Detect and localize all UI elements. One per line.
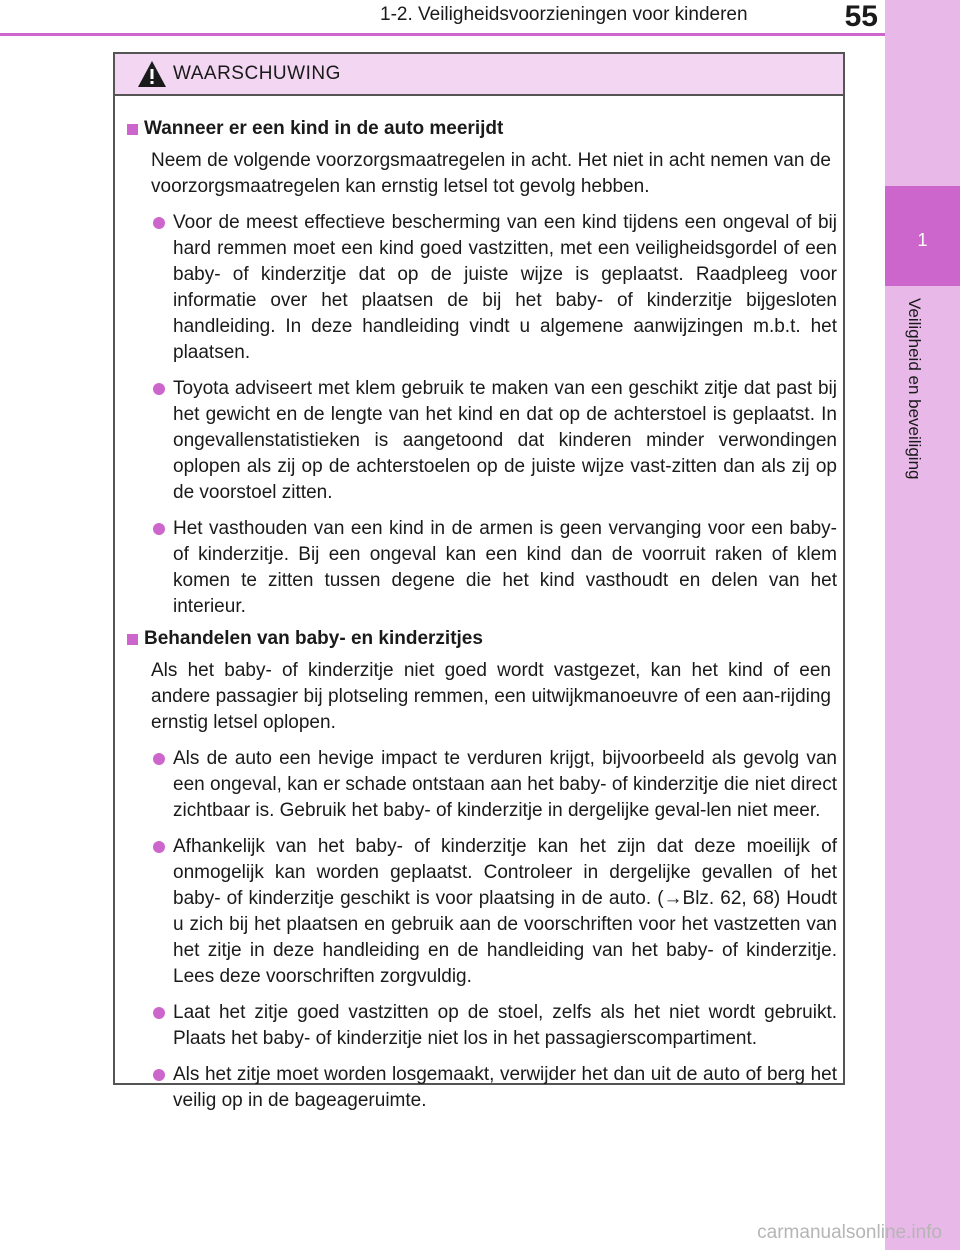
round-bullet-icon <box>153 841 165 853</box>
side-tab-number: 1 <box>917 230 928 250</box>
round-bullet-icon <box>153 1069 165 1081</box>
section-heading-text: Behandelen van baby- en kinderzitjes <box>144 628 483 649</box>
page-number: 55 <box>844 0 878 33</box>
section-child-seats <box>127 626 837 1114</box>
list-item-text: Toyota adviseert met klem gebruik te maken van een geschikt zitje dat past bij het gewicht en de lengte van het kind en dat op de achterstoel is geplaatst. In ongevallenstatistieken is aangetoond dat kinderen minder verwondingen oplopen als zij op de achterstoelen op de juiste wijze vast-zitten dan als zij op de voorstoel zitten. <box>173 378 837 503</box>
warning-header <box>115 54 843 96</box>
warning-triangle-icon <box>137 60 167 88</box>
list-item-text: Als de auto een hevige impact te verduren krijgt, bijvoorbeeld als gevolg van een ongeval, kan er schade ontstaan aan het baby- of kinderzitje die niet direct zichtbaar is. Gebruik het baby- of kinderzitje in dergelijke geval-len niet meer. <box>173 748 837 821</box>
list-item <box>127 746 837 824</box>
chapter-title: 1-2. Veiligheidsvoorzieningen voor kinderen <box>380 4 748 25</box>
list-item-text: Afhankelijk van het baby- of kinderzitje kan het zijn dat deze moeilijk of onmogelijk kan worden geplaatst. Controleer in dergelijke gevallen of het baby- of kinderzitje geschikt is voor plaatsing in de auto. (→Blz. 62, 68) Houdt u zich bij het plaatsen en gebruik aan de voorschriften voor het vastzetten van het zitje in deze handleiding en de handleiding van het baby- of kinderzitje. Lees deze voorschriften zorgvuldig. <box>173 836 837 987</box>
round-bullet-icon <box>153 217 165 229</box>
list-item <box>127 1062 837 1114</box>
section-intro: Neem de volgende voorzorgsmaatregelen in acht. Het niet in acht nemen van de voorzorgsmaatregelen kan ernstig letsel tot gevolg hebben. <box>151 150 831 197</box>
list-item <box>127 376 837 506</box>
list-item <box>127 1000 837 1052</box>
watermark: carmanualsonline.info <box>757 1222 942 1243</box>
warning-box <box>113 52 845 1111</box>
square-bullet-icon <box>127 634 138 645</box>
section-heading-text: Wanneer er een kind in de auto meerijdt <box>144 118 504 139</box>
header-rule <box>0 33 885 36</box>
round-bullet-icon <box>153 753 165 765</box>
list-item-text: Voor de meest effectieve bescherming van een kind tijdens een ongeval of bij hard remmen moet een kind goed vastzitten, met een veiligheidsgordel of een baby- of kinderzitje dat op de juiste wijze is geplaatst. Raadpleeg voor informatie over het plaatsen de bij het baby- of kinderzitje bijgesloten handleiding. In deze handleiding vindt u algemene aanwijzingen m.b.t. het plaatsen. <box>173 212 837 363</box>
list-item-text: Laat het zitje goed vastzitten op de stoel, zelfs als het niet wordt gebruikt. Plaats het baby- of kinderzitje niet los in het passagierscompartiment. <box>173 1002 837 1049</box>
list-item <box>127 516 837 620</box>
round-bullet-icon <box>153 523 165 535</box>
round-bullet-icon <box>153 1007 165 1019</box>
section-heading <box>127 116 837 142</box>
section-intro: Als het baby- of kinderzitje niet goed wordt vastgezet, kan het kind of een andere passagier bij plotseling remmen, een uitwijkmanoeuvre of een aan-rijding ernstig letsel oplopen. <box>151 660 831 733</box>
list-item-text: Het vasthouden van een kind in de armen is geen vervanging voor een baby- of kinderzitje. Bij een ongeval kan een kind dan de voorruit raken of klem komen te zitten tussen degene die het kind vasthoudt en delen van het interieur. <box>173 518 837 617</box>
list-item <box>127 834 837 990</box>
section-heading <box>127 626 837 652</box>
list-item <box>127 210 837 366</box>
list-item-text: Als het zitje moet worden losgemaakt, verwijder het dan uit de auto of berg het veilig op in de bageageruimte. <box>173 1064 837 1111</box>
square-bullet-icon <box>127 124 138 135</box>
warning-body <box>115 96 843 1114</box>
warning-title: WAARSCHUWING <box>173 63 341 84</box>
section-child-in-car <box>127 116 837 620</box>
round-bullet-icon <box>153 383 165 395</box>
side-tab-label: Veiligheid en beveiliging <box>905 298 924 480</box>
